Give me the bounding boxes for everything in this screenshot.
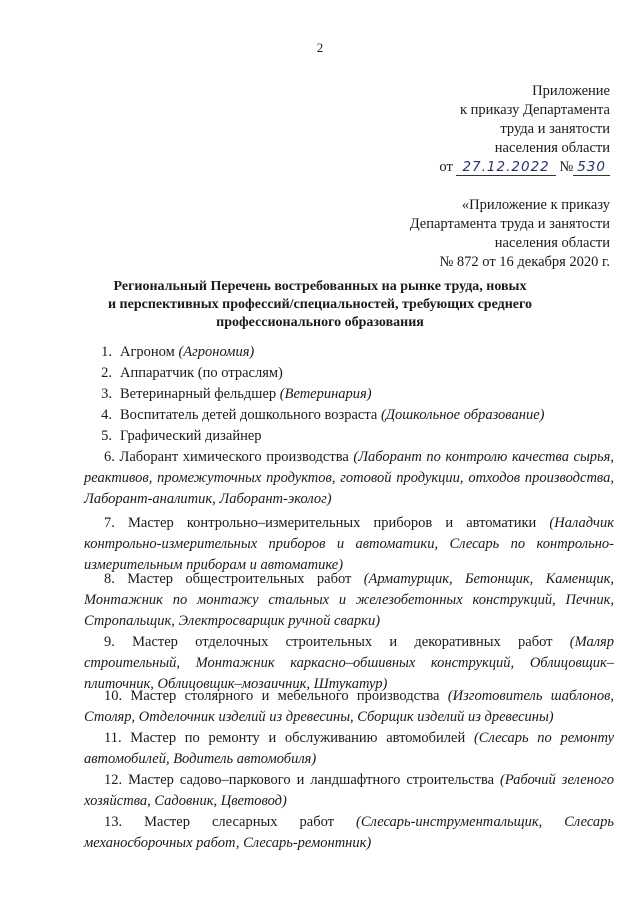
item-specialty: (Рабочий зеленого хозяйства, Садовник, Цветовод) — [84, 772, 614, 809]
item-specialty: (Ветеринария) — [279, 386, 372, 402]
list-item — [84, 384, 614, 405]
document-title — [70, 278, 570, 332]
item-specialty: (Дошкольное образование) — [380, 407, 545, 423]
list-item — [84, 569, 614, 632]
item-name: Мастер отделочных строительных и декоративных работ — [132, 634, 553, 650]
appendix-quote-line: № 872 от 16 декабря 2020 г. — [439, 254, 610, 270]
list-item — [84, 686, 614, 728]
item-specialty: (Арматурщик, Бетонщик, Каменщик, Монтажник по монтажу стальных и железобетонных конструкций, Печник, Стропальщик, Электросварщик ручной сварки) — [84, 571, 615, 629]
appendix-quote-line: «Приложение к приказу — [461, 197, 610, 213]
number-prefix: № — [559, 159, 574, 175]
date-prefix: от — [439, 159, 453, 175]
list-item — [84, 447, 614, 510]
appendix-line: Приложение — [532, 83, 610, 99]
item-number: 2. — [101, 365, 112, 381]
item-number: 10. — [104, 688, 123, 704]
item-number: 6. — [104, 449, 115, 465]
appendix-quote-line: Департамента труда и занятости — [409, 216, 610, 232]
item-name: Воспитатель детей дошкольного возраста — [120, 407, 378, 423]
list-item — [84, 728, 614, 770]
item-name: Агроном — [120, 344, 175, 360]
item-name: Мастер столярного и мебельного производства — [130, 688, 440, 704]
item-name: Лаборант химического производства — [119, 449, 349, 465]
appendix-line: труда и занятости — [500, 121, 610, 137]
item-name: Мастер общестроительных работ — [127, 571, 352, 587]
item-name: Аппаратчик (по отраслям) — [120, 365, 283, 381]
handwritten-date: 27.12.2022 — [456, 159, 555, 176]
list-item — [84, 770, 614, 812]
list-item — [84, 426, 614, 447]
item-number: 4. — [101, 407, 112, 423]
item-name: Графический дизайнер — [120, 428, 262, 444]
title-line: Региональный Перечень востребованных на рынке труда, новых — [113, 279, 527, 294]
handwritten-number: 530 — [573, 159, 610, 176]
item-number: 3. — [101, 386, 112, 402]
appendix-header — [439, 82, 610, 177]
item-specialty: (Маляр строительный, Монтажник каркасно–обшивных конструкций, Облицовщик–плиточник, Облицовщик–мозаичник, Штукатур) — [84, 634, 615, 692]
item-specialty: (Изготовитель шаблонов, Столяр, Отделочник изделий из древесины, Сборщик изделий из древесины) — [84, 688, 615, 725]
item-name: Мастер по ремонту и обслуживанию автомобилей — [130, 730, 466, 746]
list-item — [84, 812, 614, 854]
item-specialty: (Агрономия) — [178, 344, 255, 360]
list-item — [84, 342, 614, 363]
item-specialty: (Слесарь-инструментальщик, Слесарь механосборочных работ, Слесарь-ремонтник) — [84, 814, 615, 851]
item-specialty: (Наладчик контрольно-измерительных приборов и автоматики, Слесарь по контрольно-измерительным приборам и автоматике) — [84, 515, 614, 573]
appendix-date-line — [439, 158, 610, 177]
page-number: 2 — [316, 40, 324, 55]
appendix-quote-line: населения области — [494, 235, 610, 251]
list-item — [84, 405, 614, 426]
item-name: Мастер слесарных работ — [144, 814, 334, 830]
item-name: Ветеринарный фельдшер — [120, 386, 277, 402]
title-line: профессионального образования — [216, 315, 424, 330]
list-item — [84, 363, 614, 384]
appendix-line: к приказу Департамента — [459, 102, 610, 118]
item-number: 5. — [101, 428, 112, 444]
title-line: и перспективных профессий/специальностей, требующих среднего — [107, 297, 532, 312]
item-specialty: (Лаборант по контролю качества сырья, реактивов, промежуточных продуктов, готовой продукции, отходов производства, Лаборант-аналитик, Лаборант-эколог) — [84, 449, 615, 507]
appendix-quote — [410, 196, 610, 272]
item-number: 1. — [101, 344, 112, 360]
item-name: Мастер садово–паркового и ландшафтного строительства — [128, 772, 495, 788]
item-number: 11. — [104, 730, 122, 746]
item-name: Мастер контрольно–измерительных приборов и автоматики — [127, 515, 537, 531]
item-specialty: (Слесарь по ремонту автомобилей, Водитель автомобиля) — [84, 730, 615, 767]
item-number: 8. — [104, 571, 115, 587]
profession-list-short — [84, 342, 614, 447]
item-number: 13. — [104, 814, 123, 830]
item-number: 12. — [104, 772, 123, 788]
item-number: 7. — [104, 515, 115, 531]
list-item — [84, 513, 614, 576]
appendix-line: населения области — [494, 140, 610, 156]
item-number: 9. — [104, 634, 115, 650]
